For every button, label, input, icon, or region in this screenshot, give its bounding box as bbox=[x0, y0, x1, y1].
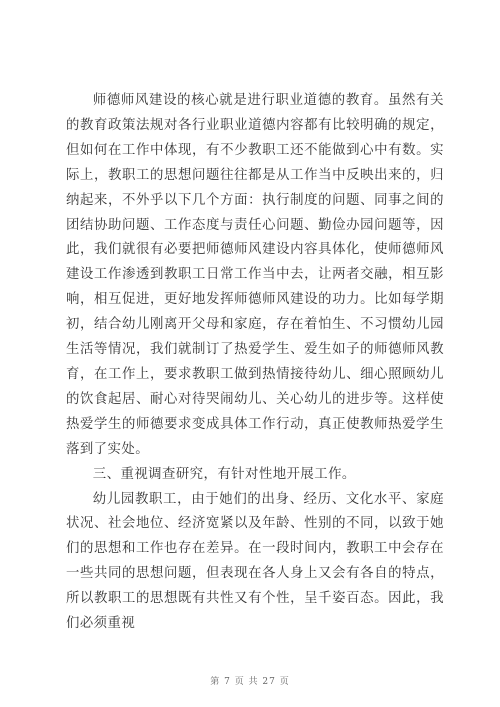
page-footer: 第 7 页 共 27 页 bbox=[210, 677, 290, 687]
document-body bbox=[66, 89, 444, 637]
body-paragraph: 幼儿园教职工，由于她们的出身、经历、文化水平、家庭状况、社会地位、经济宽紧以及年龄、性别的不同，以致于她们的思想和工作也存在差异。在一段时间内，教职工中会存在一些共同的思想问题，但表现在各人身上又会有各自的特点，所以教职工的思想既有共性又有个性，呈千姿百态。因此，我们必须重视 bbox=[66, 491, 444, 632]
body-paragraph: 师德师风建设的核心就是进行职业道德的教育。虽然有关的教育政策法规对各行业职业道德内容都有比较明确的规定，但如何在工作中体现，有不少教职工还不能做到心中有数。实际上，教职工的思想问题往往都是从工作当中反映出来的，归纳起来，不外乎以下几个方面：执行制度的问题、同事之间的团结协助问题、工作态度与责任心问题、勤俭办园问题等，因此，我们就很有必要把师德师风建设内容具体化，使师德师风建设工作渗透到教职工日常工作当中去，让两者交融，相互影响，相互促进，更好地发挥师德师风建设的功力。比如每学期初，结合幼儿刚离开父母和家庭，存在着怕生、不习惯幼儿园生活等情况，我们就制订了热爱学生、爱生如子的师德师风教育，在工作上，要求教职工做到热情接待幼儿、细心照顾幼儿的饮食起居、耐心对待哭闹幼儿、关心幼儿的进步等。这样使热爱学生的师德要求变成具体工作行动，真正使教师热爱学生落到了实处。 bbox=[66, 93, 444, 457]
section-heading: 三、重视调查研究，有针对性地开展工作。 bbox=[92, 466, 356, 482]
